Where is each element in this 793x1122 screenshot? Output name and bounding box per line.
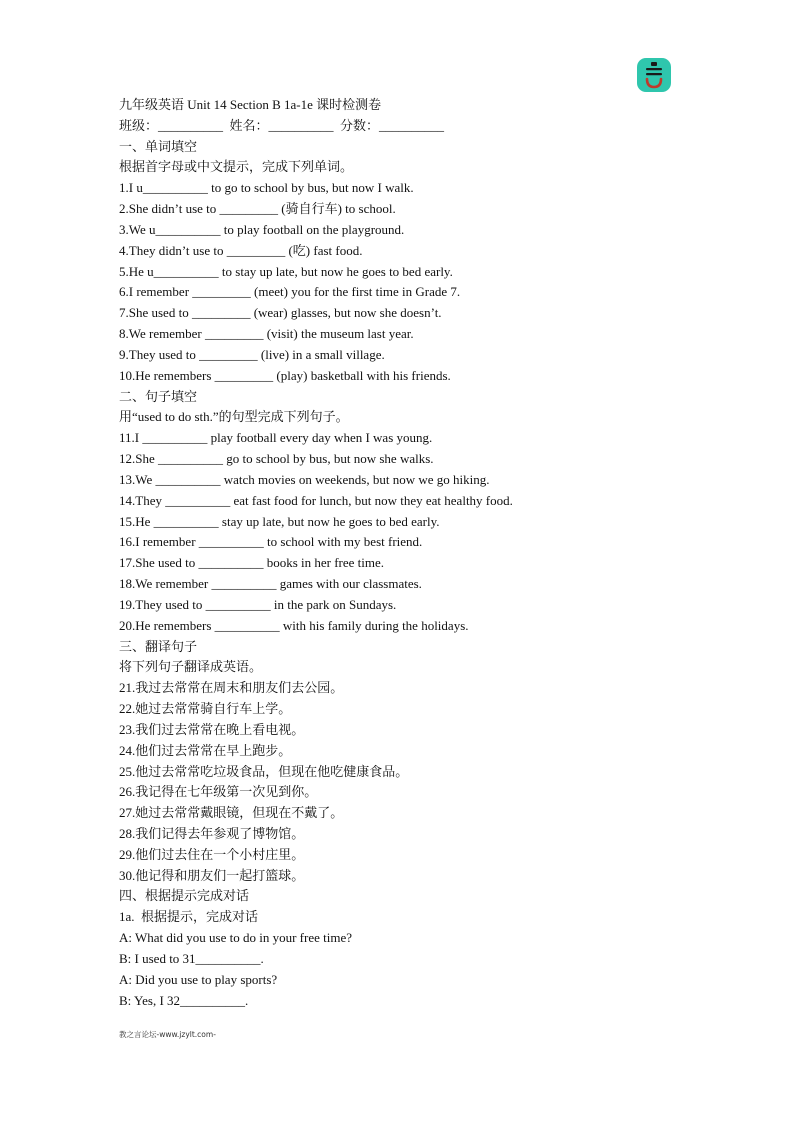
student-info-line: 班级：__________ 姓名：__________ 分数：__________ xyxy=(119,117,445,133)
question-item: 7.She used to _________ (wear) glasses, but now she doesn’t. xyxy=(119,305,442,321)
question-item: 25.他过去常常吃垃圾食品，但现在他吃健康食品。 xyxy=(119,763,409,779)
question-item: 19.They used to __________ in the park on Sundays. xyxy=(119,596,397,612)
logo-icon xyxy=(637,58,671,92)
question-item: 12.She __________ go to school by bus, but now she walks. xyxy=(119,451,434,467)
question-item: 6.I remember _________ (meet) you for the first time in Grade 7. xyxy=(119,284,461,300)
question-item: 9.They used to _________ (live) in a small village. xyxy=(119,346,385,362)
question-item: 15.He __________ stay up late, but now he goes to bed early. xyxy=(119,513,440,529)
question-item: 13.We __________ watch movies on weekends, but now we go hiking. xyxy=(119,471,490,487)
question-item: 28.我们记得去年参观了博物馆。 xyxy=(119,825,305,841)
question-item: 3.We u__________ to play football on the playground. xyxy=(119,221,405,237)
question-item: 30.他记得和朋友们一起打篮球。 xyxy=(119,867,305,883)
question-item: 29.他们过去住在一个小村庄里。 xyxy=(119,846,305,862)
dialogue-line: B: I used to 31__________. xyxy=(119,950,264,966)
question-item: 8.We remember _________ (visit) the museum last year. xyxy=(119,326,414,342)
question-item: 16.I remember __________ to school with my best friend. xyxy=(119,534,423,550)
question-item: 5.He u__________ to stay up late, but now he goes to bed early. xyxy=(119,263,453,279)
section-instruction: 1a. 根据提示，完成对话 xyxy=(119,909,259,925)
section-heading: 三、翻译句子 xyxy=(119,638,198,654)
question-item: 21.我过去常常在周末和朋友们去公园。 xyxy=(119,680,344,696)
section-instruction: 根据首字母或中文提示，完成下列单词。 xyxy=(119,159,354,175)
dialogue-line: A: What did you use to do in your free time? xyxy=(119,930,352,946)
section-heading: 一、单词填空 xyxy=(119,138,198,154)
question-item: 11.I __________ play football every day when I was young. xyxy=(119,430,433,446)
section-heading: 二、句子填空 xyxy=(119,388,198,404)
question-item: 1.I u__________ to go to school by bus, but now I walk. xyxy=(119,180,414,196)
section-instruction: 将下列句子翻译成英语。 xyxy=(119,659,263,675)
question-item: 4.They didn’t use to _________ (吃) fast food. xyxy=(119,242,363,258)
dialogue-line: A: Did you use to play sports? xyxy=(119,971,278,987)
section-heading: 四、根据提示完成对话 xyxy=(119,888,250,904)
question-item: 2.She didn’t use to _________ (骑自行车) to school. xyxy=(119,201,396,217)
question-item: 22.她过去常常骑自行车上学。 xyxy=(119,701,292,717)
question-item: 17.She used to __________ books in her free time. xyxy=(119,555,385,571)
question-item: 10.He remembers _________ (play) basketball with his friends. xyxy=(119,367,451,383)
worksheet xyxy=(119,95,759,1011)
question-item: 20.He remembers __________ with his family during the holidays. xyxy=(119,617,469,633)
question-item: 27.她过去常常戴眼镜，但现在不戴了。 xyxy=(119,805,344,821)
question-item: 24.他们过去常常在早上跑步。 xyxy=(119,742,292,758)
question-item: 23.我们过去常常在晚上看电视。 xyxy=(119,721,305,737)
question-item: 18.We remember __________ games with our classmates. xyxy=(119,576,422,592)
question-item: 14.They __________ eat fast food for lunch, but now they eat healthy food. xyxy=(119,492,513,508)
footer-watermark: 教之言论坛-www.jzylt.com- xyxy=(119,1030,216,1039)
dialogue-line: B: Yes, I 32__________. xyxy=(119,992,249,1008)
question-item: 26.我记得在七年级第一次见到你。 xyxy=(119,784,318,800)
section-instruction: 用“used to do sth.”的句型完成下列句子。 xyxy=(119,409,349,425)
page-title: 九年级英语 Unit 14 Section B 1a-1e 课时检测卷 xyxy=(119,97,382,112)
